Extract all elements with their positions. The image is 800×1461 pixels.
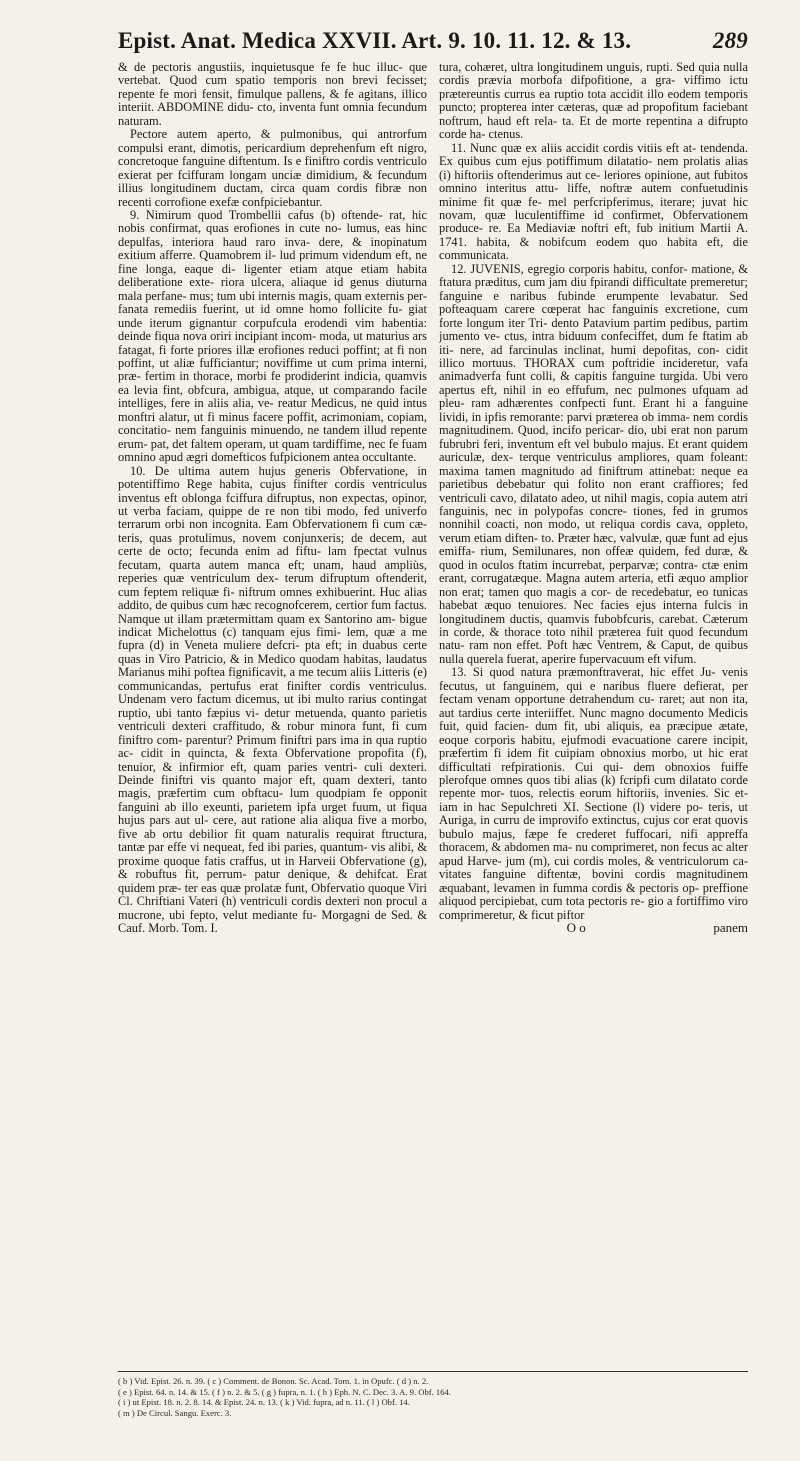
catchword: panem bbox=[713, 920, 748, 935]
signature-line bbox=[439, 921, 748, 934]
footnote-line: ( m ) De Circul. Sangu. Exerc. 3. bbox=[118, 1407, 232, 1418]
running-title: Epist. Anat. Medica XXVII. Art. 9. 10. 11. 12. & 13. bbox=[118, 28, 632, 53]
left-column bbox=[118, 61, 427, 1356]
footnote-line: ( e ) Epist. 64. n. 14. & 15. ( f ) n. 2. & 5. ( g ) fupra, n. 1. ( h ) Eph. N. C. Dec. 3. A. 9. Obf. 164. bbox=[118, 1386, 451, 1397]
footnote-line: ( i ) ut Epist. 18. n. 2. 8. 14. & Epist. 24. n. 13. ( k ) Vid. fupra, ad n. 11. ( l ) Obf. 14. bbox=[118, 1397, 410, 1407]
paragraph: & de pectoris angustiis, inquietusque fe fe huc illuc- que vertebat. Quod cum spatio temporis non brevi fecisset; repente fe mori fensit, fimulque pallens, & fe agitans, illico interiit. ABDOMINE didu- cto, inventa funt omnia fecundum naturam. bbox=[118, 61, 427, 128]
right-column bbox=[439, 61, 748, 1356]
paragraph: 13. Si quod natura præmonftraverat, hic effet Ju- venis fecutus, ut fanguinem, qui e naribus fluere defierat, per fectam venam opportune detrahendum cu- raret; aut non ita, aut tardius certe interiiffet. Nunc magno documento Medicis fuit, quid facien- dum fit, ubi aliquis, ea præcipue ætate, eoque corporis habitu, ejufmodi evacuatione carere incipit, præfertim fi idem fit cuipiam obnoxius morbo, ut hic erat difficultati refpirationis. Cui qui- dem obnoxios fuiffe plerofque omnes quos tibi alias (k) fcripfi cum dilatato corde repente mor- tuos, relectis eorum hiftoriis, invenies. Sic et- iam in hac Sepulchreti XI. Sectione (l) videre po- teris, ut Auriga, in curru de improvifo extinctus, cujus cor erat quovis bubulo majus, fæpe fe crederet fuffocari, nifi appreffa thoracem, & abdomen ma- nu comprimeret, non fecus ac alter apud Harve- jum (m), cui cordis moles, & ventriculorum ca- vitates fanguine diftentæ, bovini cordis magnitudinem æquabant, levamen in fumma cordis & pectoris op- preffione aliquod percipiebat, cum tota pectoris re- gio a fortiffimo viro comprimeretur, & ficut piftor bbox=[439, 665, 748, 922]
footnote-divider bbox=[118, 1371, 748, 1372]
footnotes bbox=[118, 1376, 748, 1418]
paragraph: 10. De ultima autem hujus generis Obfervatione, in potentiffimo Rege habita, cujus finifter cordis ventriculus inventus eft oblonga fciffura difruptus, non expectas, opinor, ut verba faciam, quippe de re non tibi modo, fed univerfo terrarum orbi non incognita. Eam Obfervationem fi cum cæ- teris, quas protulimus, novem conjunxeris; de decem, aut certe de octo; fecunda enim ad fiftu- lam fpectat vulnus fecutam, quarta autem manca eft; unam, haud ampliùs, reperies quæ ventriculum dex- terum difruptum oftenderit, cum feptem reliquæ fi- niftrum omnes exhibuerint. Huc alias addito, de quibus cum hæc recognofcerem, certior fum factus. Namque ut illam prætermittam quam ex Santorino am- bigue indicat Michelottus (c) tanquam ejus fimi- lem, quæ a me fupra (d) in Veneta muliere defcri- pta eft; in duabus certe quas in Viro Patricio, & in Medico quodam habitas, laudatus Marianus mihi poftea fignificavit, a me tecum aliis Litteris (e) communicandas, pertufus erat finifter cordis ventriculus. Undenam vero factum dicemus, ut ibi multo rarius contingat ruptio, ubi tanto fæpius vi- detur metuenda, quanto parietis ventriculi dexteri craffitudo, & robur minora funt, fi cum finiftro com- parentur? Primum finiftri pars ima in qua ruptio ac- cidit in quincta, & fexta Obfervatione propofita (f), tenuior, & infirmior eft, quam paries ventri- culi dexteri. Deinde finiftri vis quanto major eft, quam dexteri, tanto magis, præfertim cum obftacu- lum quodpiam fe opponit fanguini ab illo exeunti, parietem ipfa urget fuum, ut fiqua hujus pars aut ul- cere, aut ratione alia aliqua five a morbo, five ab ortu debilior fit quam naturalis requirat ftructura, tantæ par effe vi nequeat, fed ibi paries, quantum- vis alibi, & proxime quoque fatis craffus, ut in Harveii Obfervatione (g), & robuftus fit, perrum- patur denique, & dehifcat. Erat quidem præ- ter eas quæ prolatæ funt, Obfervatio quoque Viri Cl. Chriftiani Vateri (h) ventriculi cordis dexteri non procul a mucrone, ubi fepto, velut mediante fu- Morgagni de Sed. & Cauf. Morb. Tom. I. bbox=[118, 463, 427, 935]
text-columns bbox=[118, 61, 748, 1356]
paragraph: 12. JUVENIS, egregio corporis habitu, confor- matione, & ftatura præditus, cum jam diu fpirandi difficultate premeretur; fanguine e naribus fubinde erumpente levabatur. Sed pofteaquam carere cœperat hac fanguinis excretione, cum forte longum iter Tri- dento Patavium partim pedibus, partim jumento ve- ctus, intra biduum confeciffet, dum fe ftatim ab iti- nere, ad farcinulas inclinat, humi depofitas, con- cidit illico mortuus. THORAX cum poftridie incideretur, vafa animadverfa funt colli, & capitis fanguine turgida. Ubi vero apertus eft, nihil in eo effufum, nec pulmones ufquam ad pleu- ram adhærentes confpecti funt. Erant hi a fanguine lividi, in ipfis remorante: parvi præterea ob imma- nem cordis magnitudinem. Quod, incifo pericar- dio, ubi erat non parum fubrubri feri, inventum eft vel bubulo majus. Et erant quidem auriculæ, dex- terque ventriculus ampliores, quam foleant: maxima tamen magnitudo ad finiftrum attinebat: neque ea parietibus debebatur qui folito non erant craffiores; fed ventriculi cavo, dilatato adeo, ut nihil magis, copia autem atri fanguinis, nec in polypofas concre- tiones, fed in grumos nonnihil coacti, non modo, ut reliqua cordis cava, oppleto, verum etiam diften- to. Præter hæc, valvulæ, quæ funt ad ejus emiffa- rium, Semilunares, non offeæ quidem, fed duræ, & quod in oculos ftatim incurrebat, perparvæ; contra- ctæ enim erant, corrugatæque. Magna autem arteria, etfi æquo amplior non erat; tamen quo magis a cor- de recedebatur, eo tunicas habebat æquo tenuiores. Nec facies ejus interna fulcis in longitudinem ductis, quamvis fubobfcuris, carebat. Cæterum in corde, & thorace toto nihil præterea fuit quod fecundum natu- ram non effet. Poft hæc Ventrem, & Caput, de quibus nulla querela fuerat, aperire fupervacuum eft vifum. bbox=[439, 261, 748, 666]
paragraph: tura, cohæret, ultra longitudinem unguis, rupti. Sed quia nulla cordis prævia morbofa difpofitione, a gra- viffimo ictu prætereuntis currus ea ruptio tota accidit illo eodem temporis puncto; propterea inter cæteras, quæ ad propofitum faciebant noftrum, haud eft rela- ta. Et de morte repentina a difrupto corde ha- ctenus. bbox=[439, 61, 748, 142]
page-number: 289 bbox=[712, 28, 748, 53]
footnote-line: ( b ) Vid. Epist. 26. n. 39. ( c ) Comment. de Bonon. Sc. Acad. Tom. 1. in Opufc. ( d ) n. 2. bbox=[118, 1376, 429, 1386]
paragraph: 11. Nunc quæ ex aliis accidit cordis vitiis eft at- tendenda. Ex quibus cum ejus potiffimum dilatatio- nem prolatis alias (i) hiftoriis oftenderimus aut ce- leriores opinione, aut fubitos omnino interitus attu- liffe, noftræ autem confuetudinis minime fit quæ fe- mel perfcripferimus, iterare; juvat hic novam, quæ luculentiffime id confirmet, Obfervationem produce- re. Ea Mediaviæ noftri eft, fub initium Martii A. 1741. habita, & nobifcum eodem quo habita eft, die communicata. bbox=[439, 140, 748, 263]
signature-mark: O o bbox=[566, 920, 586, 935]
paragraph: Pectore autem aperto, & pulmonibus, qui antrorfum compulsi erant, dimotis, pericardium deprehenfum eft nigro, concretoque fanguine diftentum. Is e finiftro cordis ventriculo exierat per fciffuram longam unciæ dimidium, & fecundum illius longitudinem ductam, circa quam cordis fibræ non recenti corrofione exefæ confpiciebantur. bbox=[118, 127, 427, 209]
running-header bbox=[118, 28, 748, 54]
paragraph: 9. Nimirum quod Trombellii cafus (b) oftende- rat, hic nobis confirmat, quas erofiones in cute no- lumus, eas hinc depulfas, interiora haud raro inva- dere, & inopinatum exitium afferre. Quamobrem il- lud primum videndum eft, ne fine longa, eaque di- ligenter etiam atque etiam habita deliberatione exte- riora ulcera, aliaque id genus diuturna mala perfane- mus; tum ubi internis magis, quam externis per- fanata remediis fuerint, ut id omne homo follicite fu- giat unde iterum gignantur corpufcula erodendi vim habentia: deinde fiqua nova oriri incipiant incom- moda, ut maturius ars fatagat, fi forte priores illæ erofiones reduci poffint; at fi non poffint, ut aliæ fufficiantur; noviffime ut cum prima interni, præ- fertim in thorace, morbi fe prodiderint indicia, quamvis ea levia fint, obfcura, ambigua, atque, ut comparando facile intelliges, fere in aliis alia, ve- reatur Medicus, ne quid intus monftri alatur, ut fi minus facere poffit, acrimoniam, copiam, concitatio- nem fanguinis minuendo, ne tandem illud repente erum- pat, det faltem operam, ut quam tardiffime, nec fe fuam omnino apud ægri domefticos fufpicionem antea occultante. bbox=[118, 207, 427, 465]
